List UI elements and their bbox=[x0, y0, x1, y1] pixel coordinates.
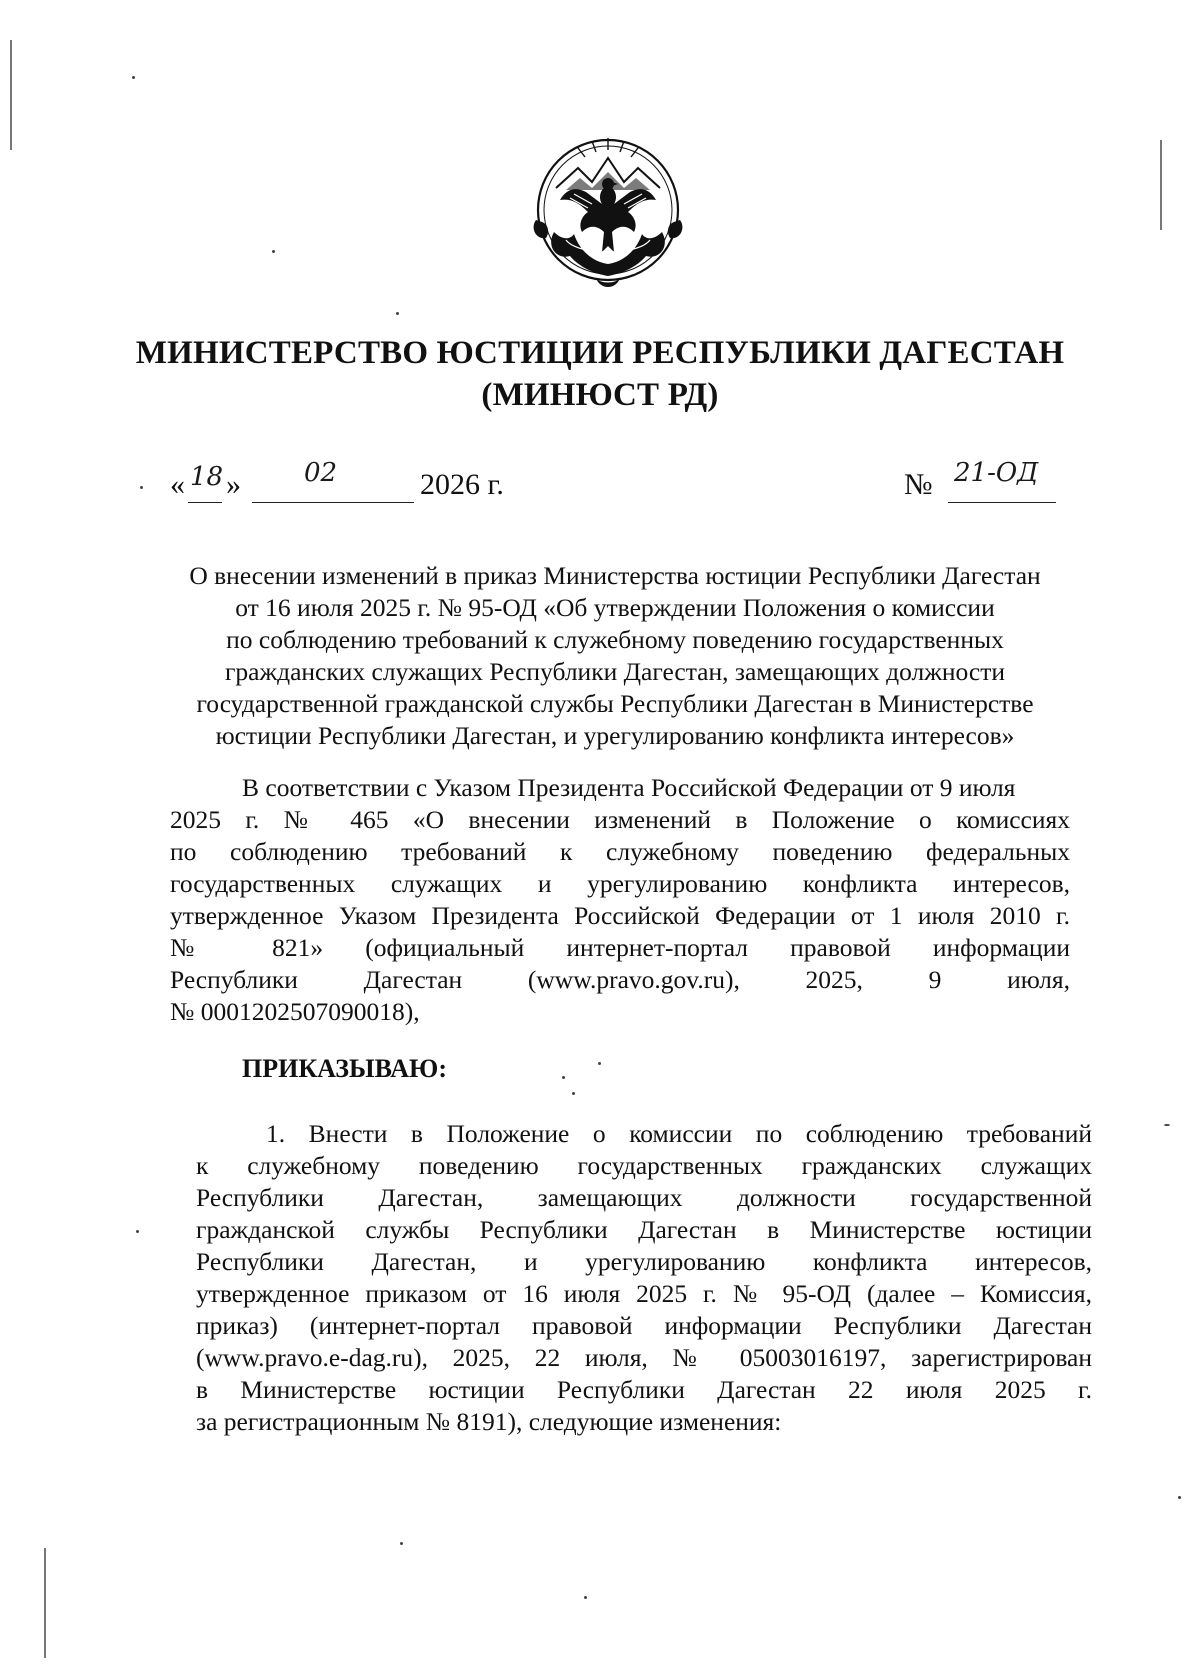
scan-edge-mark bbox=[44, 1548, 46, 1658]
preamble-line: В соответствии с Указом Президента Российской Федерации от 9 июля bbox=[242, 773, 1016, 802]
order-subject bbox=[150, 560, 1080, 752]
preamble-line: 2025 г. № 465 «О внесении изменений в Положение о комиссиях bbox=[170, 805, 1070, 834]
scan-speck bbox=[598, 1062, 601, 1065]
scan-speck bbox=[396, 312, 399, 315]
preamble-paragraph bbox=[170, 772, 1070, 1028]
scan-speck bbox=[136, 1230, 139, 1233]
subject-line: по соблюдению требований к служебному поведению государственных bbox=[226, 625, 1004, 654]
item1-line: за регистрационным № 8191), следующие изменения: bbox=[196, 1407, 782, 1436]
item1-line: приказ) (интернет-портал правовой информации Республики Дагестан bbox=[196, 1311, 1092, 1340]
item1-line: Республики Дагестан, и урегулированию конфликта интересов, bbox=[196, 1247, 1092, 1276]
preamble-line: № 0001202507090018), bbox=[170, 997, 420, 1026]
scan-speck bbox=[584, 1596, 587, 1599]
item1-line: (www.pravo.e-dag.ru), 2025, 22 июля, № 05003016197, зарегистрирован bbox=[196, 1343, 1092, 1372]
date-number-line bbox=[170, 458, 1070, 508]
preamble-line: № 821» (официальный интернет-портал правовой информации bbox=[170, 933, 1070, 962]
scan-edge-mark bbox=[10, 40, 12, 150]
preamble-line: утвержденное Указом Президента Российской Федерации от 1 июля 2010 г. bbox=[170, 901, 1070, 930]
date-open-quote: « bbox=[170, 468, 185, 501]
subject-line: юстиции Республики Дагестан, и урегулированию конфликта интересов» bbox=[215, 721, 1015, 750]
preamble-line: Республики Дагестан (www.pravo.gov.ru), 2025, 9 июля, bbox=[170, 965, 1070, 994]
item1-line: Республики Дагестан, замещающих должности государственной bbox=[196, 1183, 1092, 1212]
item1-line: в Министерстве юстиции Республики Дагестан 22 июля 2025 г. bbox=[196, 1375, 1092, 1404]
handwritten-day: 18 bbox=[190, 462, 224, 492]
scan-speck bbox=[140, 486, 143, 489]
subject-line: О внесении изменений в приказ Министерства юстиции Республики Дагестан bbox=[189, 561, 1041, 590]
scan-edge-mark bbox=[1160, 140, 1162, 230]
scan-speck bbox=[562, 1076, 565, 1079]
item1-line: гражданской службы Республики Дагестан в Министерстве юстиции bbox=[196, 1215, 1092, 1244]
item1-line: утвержденное приказом от 16 июля 2025 г. № 95-ОД (далее – Комиссия, bbox=[196, 1279, 1092, 1308]
preamble-line: государственных служащих и урегулированию конфликта интересов, bbox=[170, 869, 1070, 898]
ministry-title-abbrev: (МИНЮСТ РД) bbox=[481, 377, 719, 413]
scan-speck bbox=[132, 76, 135, 79]
scan-speck bbox=[572, 1092, 575, 1095]
scan-speck bbox=[1164, 1124, 1170, 1126]
item1-line: к служебному поведению государственных гражданских служащих bbox=[196, 1151, 1092, 1180]
date-close-quote: » bbox=[226, 468, 241, 501]
scan-speck bbox=[272, 250, 275, 253]
scan-speck bbox=[1178, 1496, 1181, 1499]
dagestan-coat-of-arms-emblem bbox=[526, 128, 690, 300]
subject-line: государственной гражданской службы Республики Дагестан в Министерстве bbox=[196, 689, 1034, 718]
order-item-1 bbox=[196, 1118, 1092, 1438]
handwritten-document-number: 21-ОД bbox=[954, 458, 1039, 488]
preamble-line: по соблюдению требований к служебному поведению федеральных bbox=[170, 837, 1070, 866]
subject-line: от 16 июля 2025 г. № 95-ОД «Об утверждении Положения о комиссии bbox=[235, 593, 995, 622]
scan-speck bbox=[400, 1542, 403, 1545]
ministry-title-line: МИНИСТЕРСТВО ЮСТИЦИИ РЕСПУБЛИКИ ДАГЕСТАН bbox=[135, 335, 1065, 371]
item1-line: 1. Внести в Положение о комиссии по соблюдению требований bbox=[266, 1119, 1092, 1148]
ministry-title bbox=[100, 332, 1100, 416]
document-number-label: № bbox=[904, 468, 933, 501]
subject-line: гражданских служащих Республики Дагестан, замещающих должности bbox=[224, 657, 1006, 686]
date-year: 2026 г. bbox=[420, 468, 504, 501]
orders-heading: ПРИКАЗЫВАЮ: bbox=[242, 1054, 447, 1083]
handwritten-month: 02 bbox=[304, 458, 338, 488]
